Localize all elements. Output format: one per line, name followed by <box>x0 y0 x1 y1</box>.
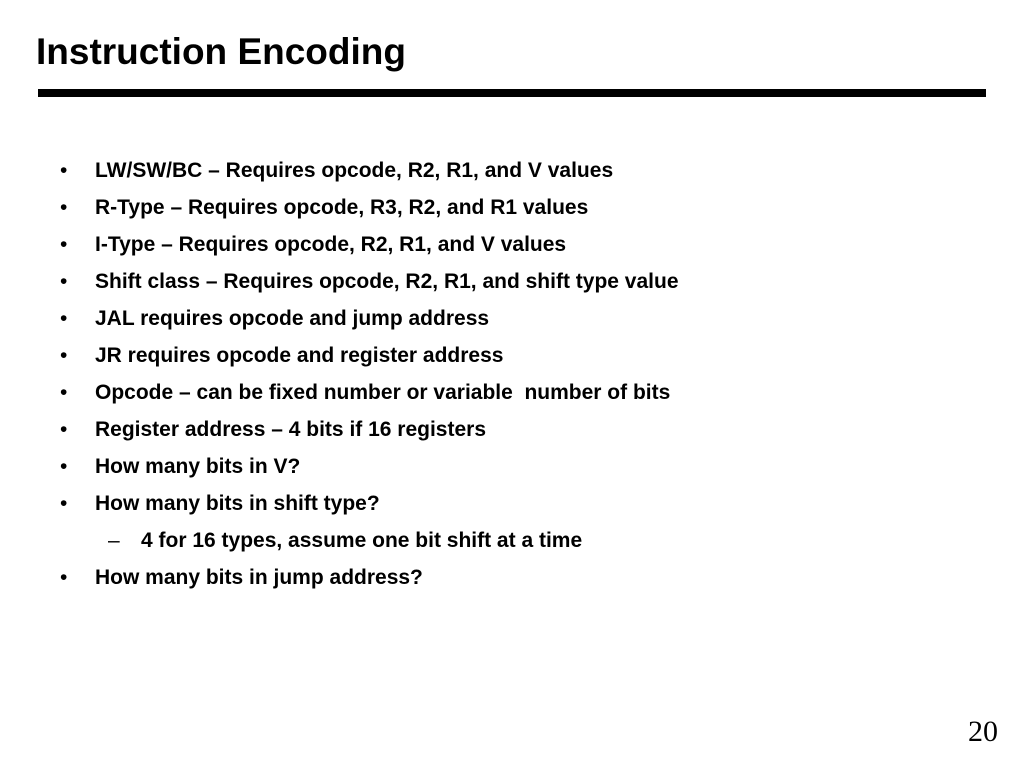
bullet-marker: • <box>60 492 68 515</box>
bullet-item <box>0 485 380 522</box>
bullet-text: R-Type – Requires opcode, R3, R2, and R1 values <box>95 196 589 219</box>
title-divider <box>38 89 986 97</box>
bullet-text: JR requires opcode and register address <box>95 344 504 367</box>
bullet-marker: • <box>60 418 68 441</box>
bullet-marker: • <box>60 196 68 219</box>
bullet-marker: • <box>60 270 68 293</box>
bullet-text: How many bits in shift type? <box>95 492 380 515</box>
bullet-item <box>0 374 671 411</box>
bullet-text: LW/SW/BC – Requires opcode, R2, R1, and V values <box>95 159 614 182</box>
bullet-marker: • <box>60 566 68 589</box>
bullet-item <box>0 448 301 485</box>
bullet-text: Register address – 4 bits if 16 registers <box>95 418 487 441</box>
bullet-item <box>0 411 487 448</box>
bullet-item <box>0 263 679 300</box>
bullet-marker: • <box>60 307 68 330</box>
bullet-marker: • <box>60 381 68 404</box>
bullet-text: Shift class – Requires opcode, R2, R1, and shift type value <box>95 270 679 293</box>
bullet-item <box>0 189 589 226</box>
bullet-item <box>0 226 567 263</box>
bullet-list <box>0 152 679 596</box>
bullet-text: How many bits in V? <box>95 455 301 478</box>
bullet-text: Opcode – can be fixed number or variable number of bits <box>95 381 671 404</box>
slide-title: Instruction Encoding <box>36 31 406 72</box>
bullet-item <box>0 559 423 596</box>
bullet-item <box>0 152 614 189</box>
sub-bullet-marker: – <box>108 529 120 552</box>
bullet-marker: • <box>60 233 68 256</box>
sub-bullet-text: 4 for 16 types, assume one bit shift at a time <box>141 529 583 552</box>
bullet-text: I-Type – Requires opcode, R2, R1, and V values <box>95 233 567 256</box>
sub-bullet-item <box>0 522 583 559</box>
page-number: 20 <box>968 715 998 748</box>
bullet-item <box>0 337 504 374</box>
bullet-marker: • <box>60 159 68 182</box>
bullet-text: JAL requires opcode and jump address <box>95 307 490 330</box>
bullet-text: How many bits in jump address? <box>95 566 423 589</box>
bullet-marker: • <box>60 344 68 367</box>
bullet-marker: • <box>60 455 68 478</box>
bullet-item <box>0 300 490 337</box>
